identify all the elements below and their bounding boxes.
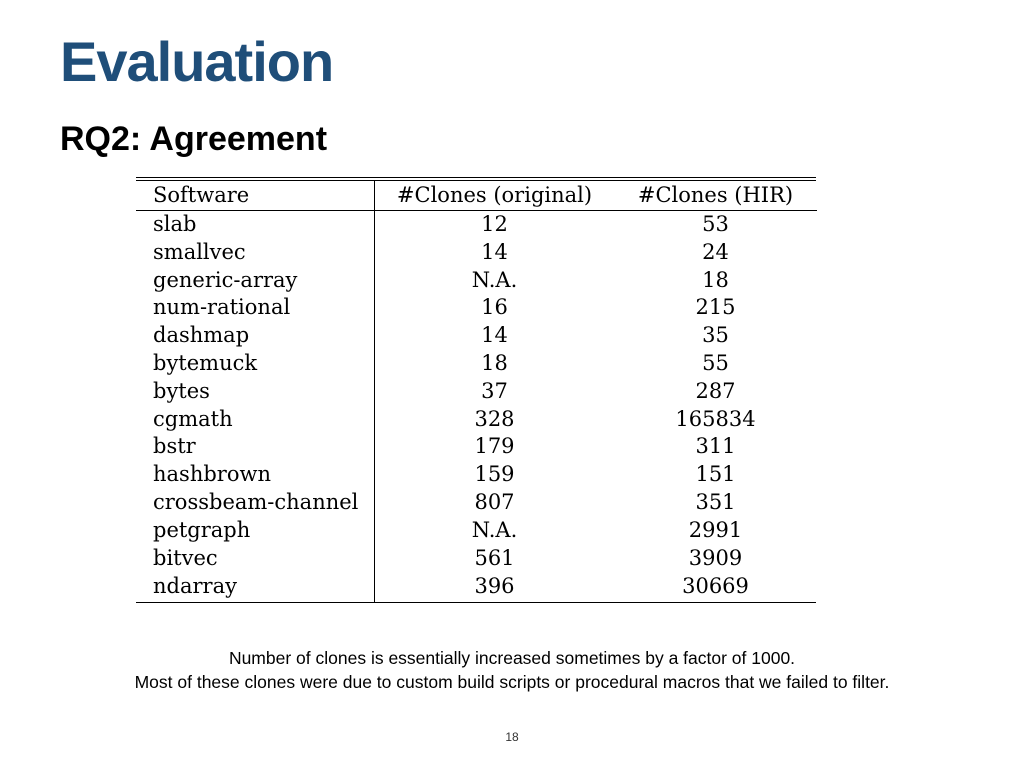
cell-clones-original: 14 bbox=[481, 239, 508, 264]
cell-software: num-rational bbox=[136, 294, 374, 322]
cell-software: bitvec bbox=[136, 545, 374, 573]
header-clones-hir: #Clones (HIR) bbox=[637, 183, 794, 207]
cell-software: bytemuck bbox=[136, 350, 374, 378]
slide-subtitle: RQ2: Agreement bbox=[60, 120, 328, 158]
cell-clones-original: 561 bbox=[474, 545, 515, 570]
cell-software: smallvec bbox=[136, 239, 374, 267]
cell-clones-original: 37 bbox=[481, 378, 508, 403]
cell-clones-hir: 24 bbox=[702, 239, 729, 264]
cell-clones-hir: 287 bbox=[695, 378, 736, 403]
cell-clones-original: 14 bbox=[481, 323, 508, 348]
table-row bbox=[136, 350, 817, 378]
cell-clones-hir: 151 bbox=[695, 462, 736, 487]
page-number: 18 bbox=[505, 730, 519, 744]
cell-software: dashmap bbox=[136, 322, 374, 350]
table-bottom-rule bbox=[136, 602, 816, 603]
cell-clones-hir: 55 bbox=[702, 350, 729, 375]
table-row bbox=[136, 572, 817, 602]
cell-clones-hir: 2991 bbox=[688, 517, 743, 542]
table-row bbox=[136, 294, 817, 322]
cell-clones-original: 179 bbox=[474, 434, 515, 459]
table-row bbox=[136, 461, 817, 489]
cell-software: cgmath bbox=[136, 406, 374, 434]
cell-clones-hir: 165834 bbox=[675, 406, 756, 431]
table-row bbox=[136, 433, 817, 461]
cell-software: petgraph bbox=[136, 517, 374, 545]
table-row bbox=[136, 267, 817, 295]
cell-clones-hir: 30669 bbox=[682, 574, 749, 599]
cell-software: slab bbox=[136, 211, 374, 239]
cell-clones-original: 12 bbox=[481, 212, 508, 236]
cell-clones-original: 396 bbox=[474, 574, 515, 599]
cell-clones-original: N.A. bbox=[471, 517, 518, 542]
cell-clones-hir: 18 bbox=[702, 267, 729, 292]
cell-clones-original: 18 bbox=[481, 350, 508, 375]
cell-software: generic-array bbox=[136, 267, 374, 295]
cell-clones-hir: 53 bbox=[702, 212, 729, 236]
cell-clones-original: 807 bbox=[474, 489, 515, 514]
table-row bbox=[136, 322, 817, 350]
cell-clones-hir: 351 bbox=[695, 489, 736, 514]
table-body bbox=[136, 211, 817, 603]
cell-software: hashbrown bbox=[136, 461, 374, 489]
cell-clones-original: 159 bbox=[474, 462, 515, 487]
cell-software: bstr bbox=[136, 433, 374, 461]
cell-clones-hir: 3909 bbox=[688, 545, 743, 570]
cell-clones-hir: 215 bbox=[695, 295, 736, 320]
header-software: Software bbox=[136, 181, 374, 211]
slide-title: Evaluation bbox=[60, 30, 334, 93]
cell-clones-original: N.A. bbox=[471, 267, 518, 292]
table-row bbox=[136, 545, 817, 573]
table-row bbox=[136, 517, 817, 545]
clones-data-table bbox=[136, 181, 817, 602]
note-line-2: Most of these clones were due to custom build scripts or procedural macros that we failed to filter. bbox=[134, 672, 890, 692]
cell-software: bytes bbox=[136, 378, 374, 406]
table-row bbox=[136, 211, 817, 239]
table-row bbox=[136, 239, 817, 267]
cell-clones-original: 16 bbox=[481, 295, 508, 320]
note-line-1: Number of clones is essentially increased sometimes by a factor of 1000. bbox=[228, 648, 796, 668]
notes bbox=[0, 646, 1024, 694]
cell-software: ndarray bbox=[136, 572, 374, 602]
cell-clones-hir: 311 bbox=[695, 434, 736, 459]
cell-clones-original: 328 bbox=[474, 406, 515, 431]
header-clones-original: #Clones (original) bbox=[396, 183, 593, 207]
cell-software: crossbeam-channel bbox=[136, 489, 374, 517]
table-row bbox=[136, 489, 817, 517]
table-header-row bbox=[136, 181, 817, 211]
table-row bbox=[136, 378, 817, 406]
clones-table bbox=[136, 177, 816, 603]
table-row bbox=[136, 406, 817, 434]
cell-clones-hir: 35 bbox=[702, 323, 729, 348]
